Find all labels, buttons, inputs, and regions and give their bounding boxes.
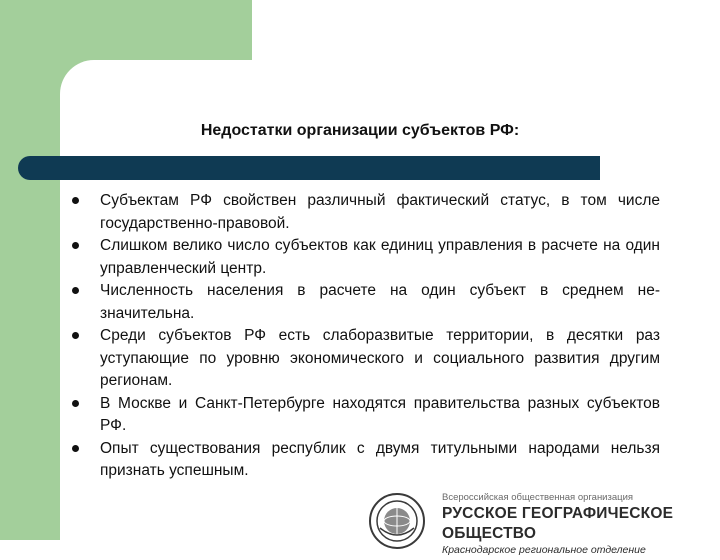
bullet-dot-icon (72, 400, 79, 407)
bullet-dot-icon (72, 445, 79, 452)
rgo-emblem-icon (368, 492, 426, 550)
bullet-item (70, 325, 660, 393)
bullet-dot-icon (72, 242, 79, 249)
bullet-dot-icon (72, 287, 79, 294)
bullet-text: Субъектам РФ свойствен различный фактический статус, в том числе государственно-правовой. (100, 192, 660, 232)
bullet-text: Среди субъектов РФ есть слаборазвитые территории, в десятки раз уступающие по уровню экономического и социального развития другим регионам. (100, 327, 660, 389)
org-name: РУССКОЕ ГЕОГРАФИЧЕСКОЕ ОБЩЕСТВО (442, 505, 674, 542)
bullet-item (70, 280, 660, 325)
bullet-dot-icon (72, 332, 79, 339)
org-branch: Краснодарское региональное отделение (442, 544, 646, 556)
rgo-text-block (442, 492, 718, 557)
slide-title: Недостатки организации субъектов РФ: (200, 122, 520, 139)
bullet-item (70, 438, 660, 483)
bullet-text: Опыт существования республик с двумя титульными народами нельзя признать успешным. (100, 439, 660, 479)
bullet-item (70, 393, 660, 438)
bullet-item (70, 235, 660, 280)
org-type: Всероссийская общественная организация (442, 492, 634, 503)
bullet-dot-icon (72, 197, 79, 204)
rgo-logo (368, 488, 718, 556)
bullet-text: В Москве и Санкт-Петербурге находятся правительства разных субъектов РФ. (100, 394, 660, 434)
bullet-text: Слишком велико число субъектов как единиц управления в расчете на один управленческий центр. (100, 237, 660, 277)
bullet-list (70, 190, 660, 483)
bullet-item (70, 190, 660, 235)
bullet-text: Численность населения в расчете на один субъект в среднем не-значительна. (100, 282, 660, 322)
title-bar (18, 156, 600, 180)
